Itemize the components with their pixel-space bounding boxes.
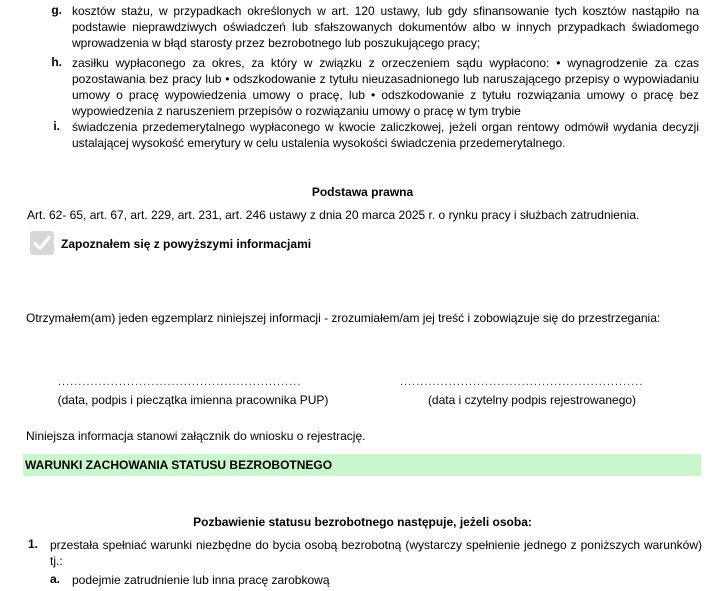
list-marker: g. <box>51 3 62 17</box>
list-item-text: podejmie zatrudnienie lub inna pracę zarobkową <box>72 573 330 587</box>
list-item-text: przestała spełniać warunki niezbędne do bycia osobą bezrobotną (wystarczy spełnienie jednego z poniższych warunków) tj.: <box>50 538 702 568</box>
signature-line-right: ............................................................ <box>400 376 644 388</box>
received-text: Otrzymałem(am) jeden egzemplarz niniejszej informacji - zrozumiałem/am jej treść i zobowiązuje się do przestrzegania: <box>26 311 661 325</box>
list-marker: i. <box>53 119 60 133</box>
list-marker: 1. <box>27 537 38 551</box>
list-marker: a. <box>49 572 60 586</box>
signature-line-left: ............................................................ <box>58 376 302 388</box>
list-item-text: świadczenia przedemerytalnego wypłaconego w kwocie zaliczkowej, jeżeli organ rentowy odmówił wydania decyzji ustalającej wysokość emerytury w celu ustalenia wysokości świadczenia przedemerytalnego. <box>72 120 699 150</box>
deprivation-heading: Pozbawienie statusu bezrobotnego następuje, jeżeli osoba: <box>193 515 532 529</box>
legal-basis-text: Art. 62- 65, art. 67, art. 229, art. 231, art. 246 ustawy z dnia 20 marca 2025 r. o rynku pracy i służbach zatrudnienia. <box>27 208 640 222</box>
list-item-text: kosztów stażu, w przypadkach określonych w art. 120 ustawy, lub gdy sfinansowanie tych kosztów nastąpiło na podstawie nieprawdziwych oświadczeń lub sfałszowanych dokumentów albo w innych przypadkach świadomego wprowadzenia w błąd starosty przez bezrobotnego lub poszukującego pracy; <box>72 4 699 50</box>
acknowledge-label[interactable]: Zapoznałem się z powyższymi informacjami <box>61 237 312 251</box>
acknowledge-checkbox[interactable] <box>30 231 54 255</box>
list-item-text: zasiłku wypłaconego za okres, za który w związku z orzeczeniem sądu wypłacono: • wynagrodzenie za czas pozostawania bez pracy lub • odszkodowanie z tytułu nieuzasadnionego lub naruszającego przepisy o wypowiadaniu umowy o pracę wypowiedzenia umowy o pracę, lub • odszkodowanie z tytułu rozwiązania umowy o pracę bez wypowiedzenia z naruszeniem przepisów o rozwiązaniu umowy o pracę w tym trybie <box>72 56 699 118</box>
checkmark-icon <box>33 234 51 252</box>
section-title: WARUNKI ZACHOWANIA STATUSU BEZROBOTNEGO <box>23 454 701 476</box>
signature-caption-left: (data, podpis i pieczątka imienna pracownika PUP) <box>57 393 329 407</box>
signature-caption-right: (data i czytelny podpis rejestrowanego) <box>427 393 637 407</box>
attachment-note: Niniejsza informacja stanowi załącznik do wniosku o rejestrację. <box>26 429 366 443</box>
legal-basis-heading: Podstawa prawna <box>311 185 414 199</box>
list-marker: h. <box>51 55 62 69</box>
